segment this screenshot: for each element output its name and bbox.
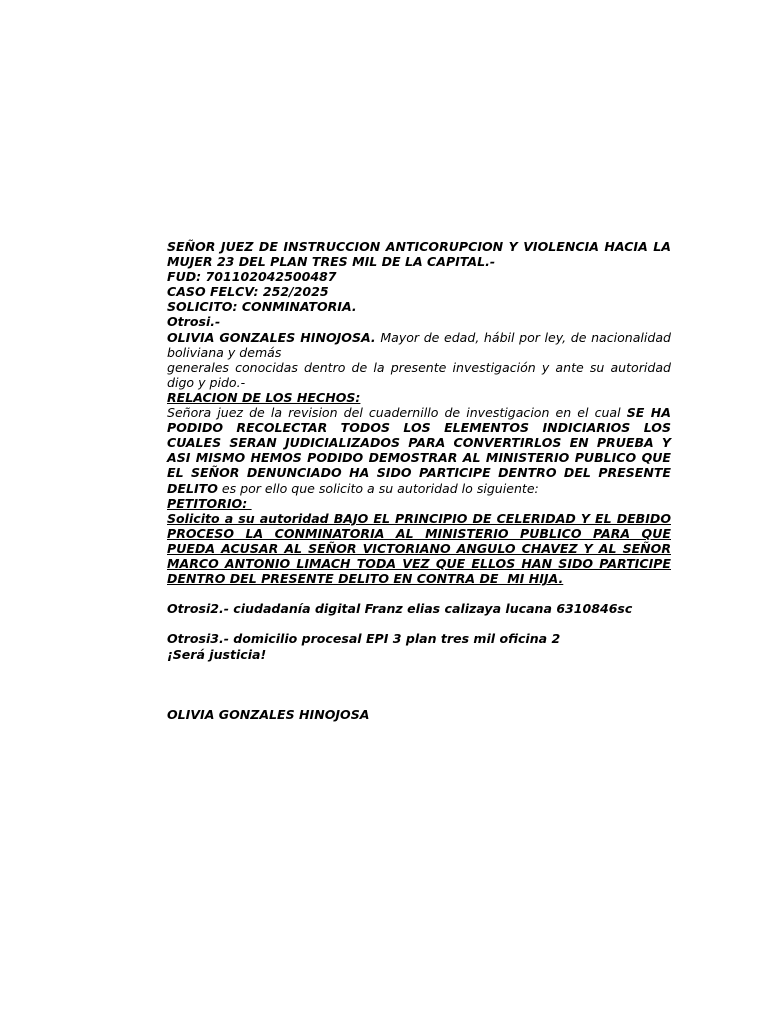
petition-text: PROCESO LA CONMINATORIA AL MINISTERIO PUBLICO PARA QUE <box>167 525 671 541</box>
petition-heading: PETITORIO: <box>167 495 252 511</box>
addressee-line: MUJER 23 DEL PLAN TRES MIL DE LA CAPITAL.- <box>167 254 496 270</box>
facts-line <box>167 481 671 496</box>
blank-line <box>167 662 671 677</box>
otrosi3-line: Otrosi3.- domicilio procesal EPI 3 plan tres mil oficina 2 <box>167 631 561 647</box>
facts-emphasis-text: DELITO <box>167 480 218 496</box>
petition-text: MARCO ANTONIO LIMACH TODA VEZ QUE ELLOS HAN SIDO PARTICIPE <box>167 555 671 571</box>
facts-line: PODIDO RECOLECTAR TODOS LOS ELEMENTOS INDICIARIOS LOS <box>167 420 671 436</box>
intro-line: boliviana y demás <box>167 344 282 360</box>
addressee-line: SEÑOR JUEZ DE INSTRUCCION ANTICORUPCION Y VIOLENCIA HACIA LA <box>167 239 671 254</box>
facts-line <box>167 405 671 420</box>
intro-line <box>167 330 671 345</box>
facts-intro-text: Señora juez de la revision del cuadernillo de investigacion en el cual <box>167 405 627 421</box>
facts-heading: RELACION DE LOS HECHOS: <box>167 389 361 405</box>
petition-line <box>167 511 671 526</box>
intro-line: digo y pido.- <box>167 374 246 390</box>
document-body <box>167 239 671 722</box>
case-number: CASO FELCV: 252/2025 <box>167 284 329 300</box>
closing-line: ¡Será justicia! <box>167 646 267 662</box>
otrosi2-line: Otrosi2.- ciudadanía digital Franz elias calizaya lucana 6310846sc <box>167 601 633 617</box>
otrosi-line: Otrosi.- <box>167 314 221 330</box>
facts-conclusion-text: es por ello que solicito a su autoridad lo siguiente: <box>217 480 539 496</box>
facts-line: CUALES SERAN JUDICIALIZADOS PARA CONVERTIRLOS EN PRUEBA Y <box>167 435 671 451</box>
petition-text: PUEDA ACUSAR AL SEÑOR VICTORIANO ANGULO CHAVEZ Y AL SEÑOR <box>167 540 671 556</box>
blank-line <box>167 692 671 707</box>
intro-line: generales conocidas dentro de la presente investigación y ante su autoridad <box>167 359 671 375</box>
petition-line <box>167 556 671 571</box>
facts-line: ASI MISMO HEMOS PODIDO DEMOSTRAR AL MINISTERIO PUBLICO QUE <box>167 450 671 466</box>
intro-text: Mayor de edad, hábil por ley, de nacionalidad <box>375 329 672 345</box>
petition-text: Solicito a su autoridad BAJO EL PRINCIPIO DE CELERIDAD Y EL DEBIDO <box>167 510 671 526</box>
petition-line <box>167 571 671 586</box>
blank-line <box>167 677 671 692</box>
signature-name: OLIVIA GONZALES HINOJOSA <box>167 706 370 722</box>
facts-heading-line <box>167 390 671 405</box>
blank-line <box>167 586 671 601</box>
petition-heading-line <box>167 496 671 511</box>
request-line: SOLICITO: CONMINATORIA. <box>167 299 357 315</box>
blank-line <box>167 616 671 631</box>
petition-line <box>167 526 671 541</box>
petition-text: DENTRO DEL PRESENTE DELITO EN CONTRA DE MI HIJA. <box>167 571 564 587</box>
petitioner-name: OLIVIA GONZALES HINOJOSA. <box>167 329 376 345</box>
facts-line: EL SEÑOR DENUNCIADO HA SIDO PARTICIPE DENTRO DEL PRESENTE <box>167 465 671 481</box>
fud-number: FUD: 701102042500487 <box>167 269 337 285</box>
petition-line <box>167 541 671 556</box>
facts-emphasis-text: SE HA <box>626 405 671 421</box>
